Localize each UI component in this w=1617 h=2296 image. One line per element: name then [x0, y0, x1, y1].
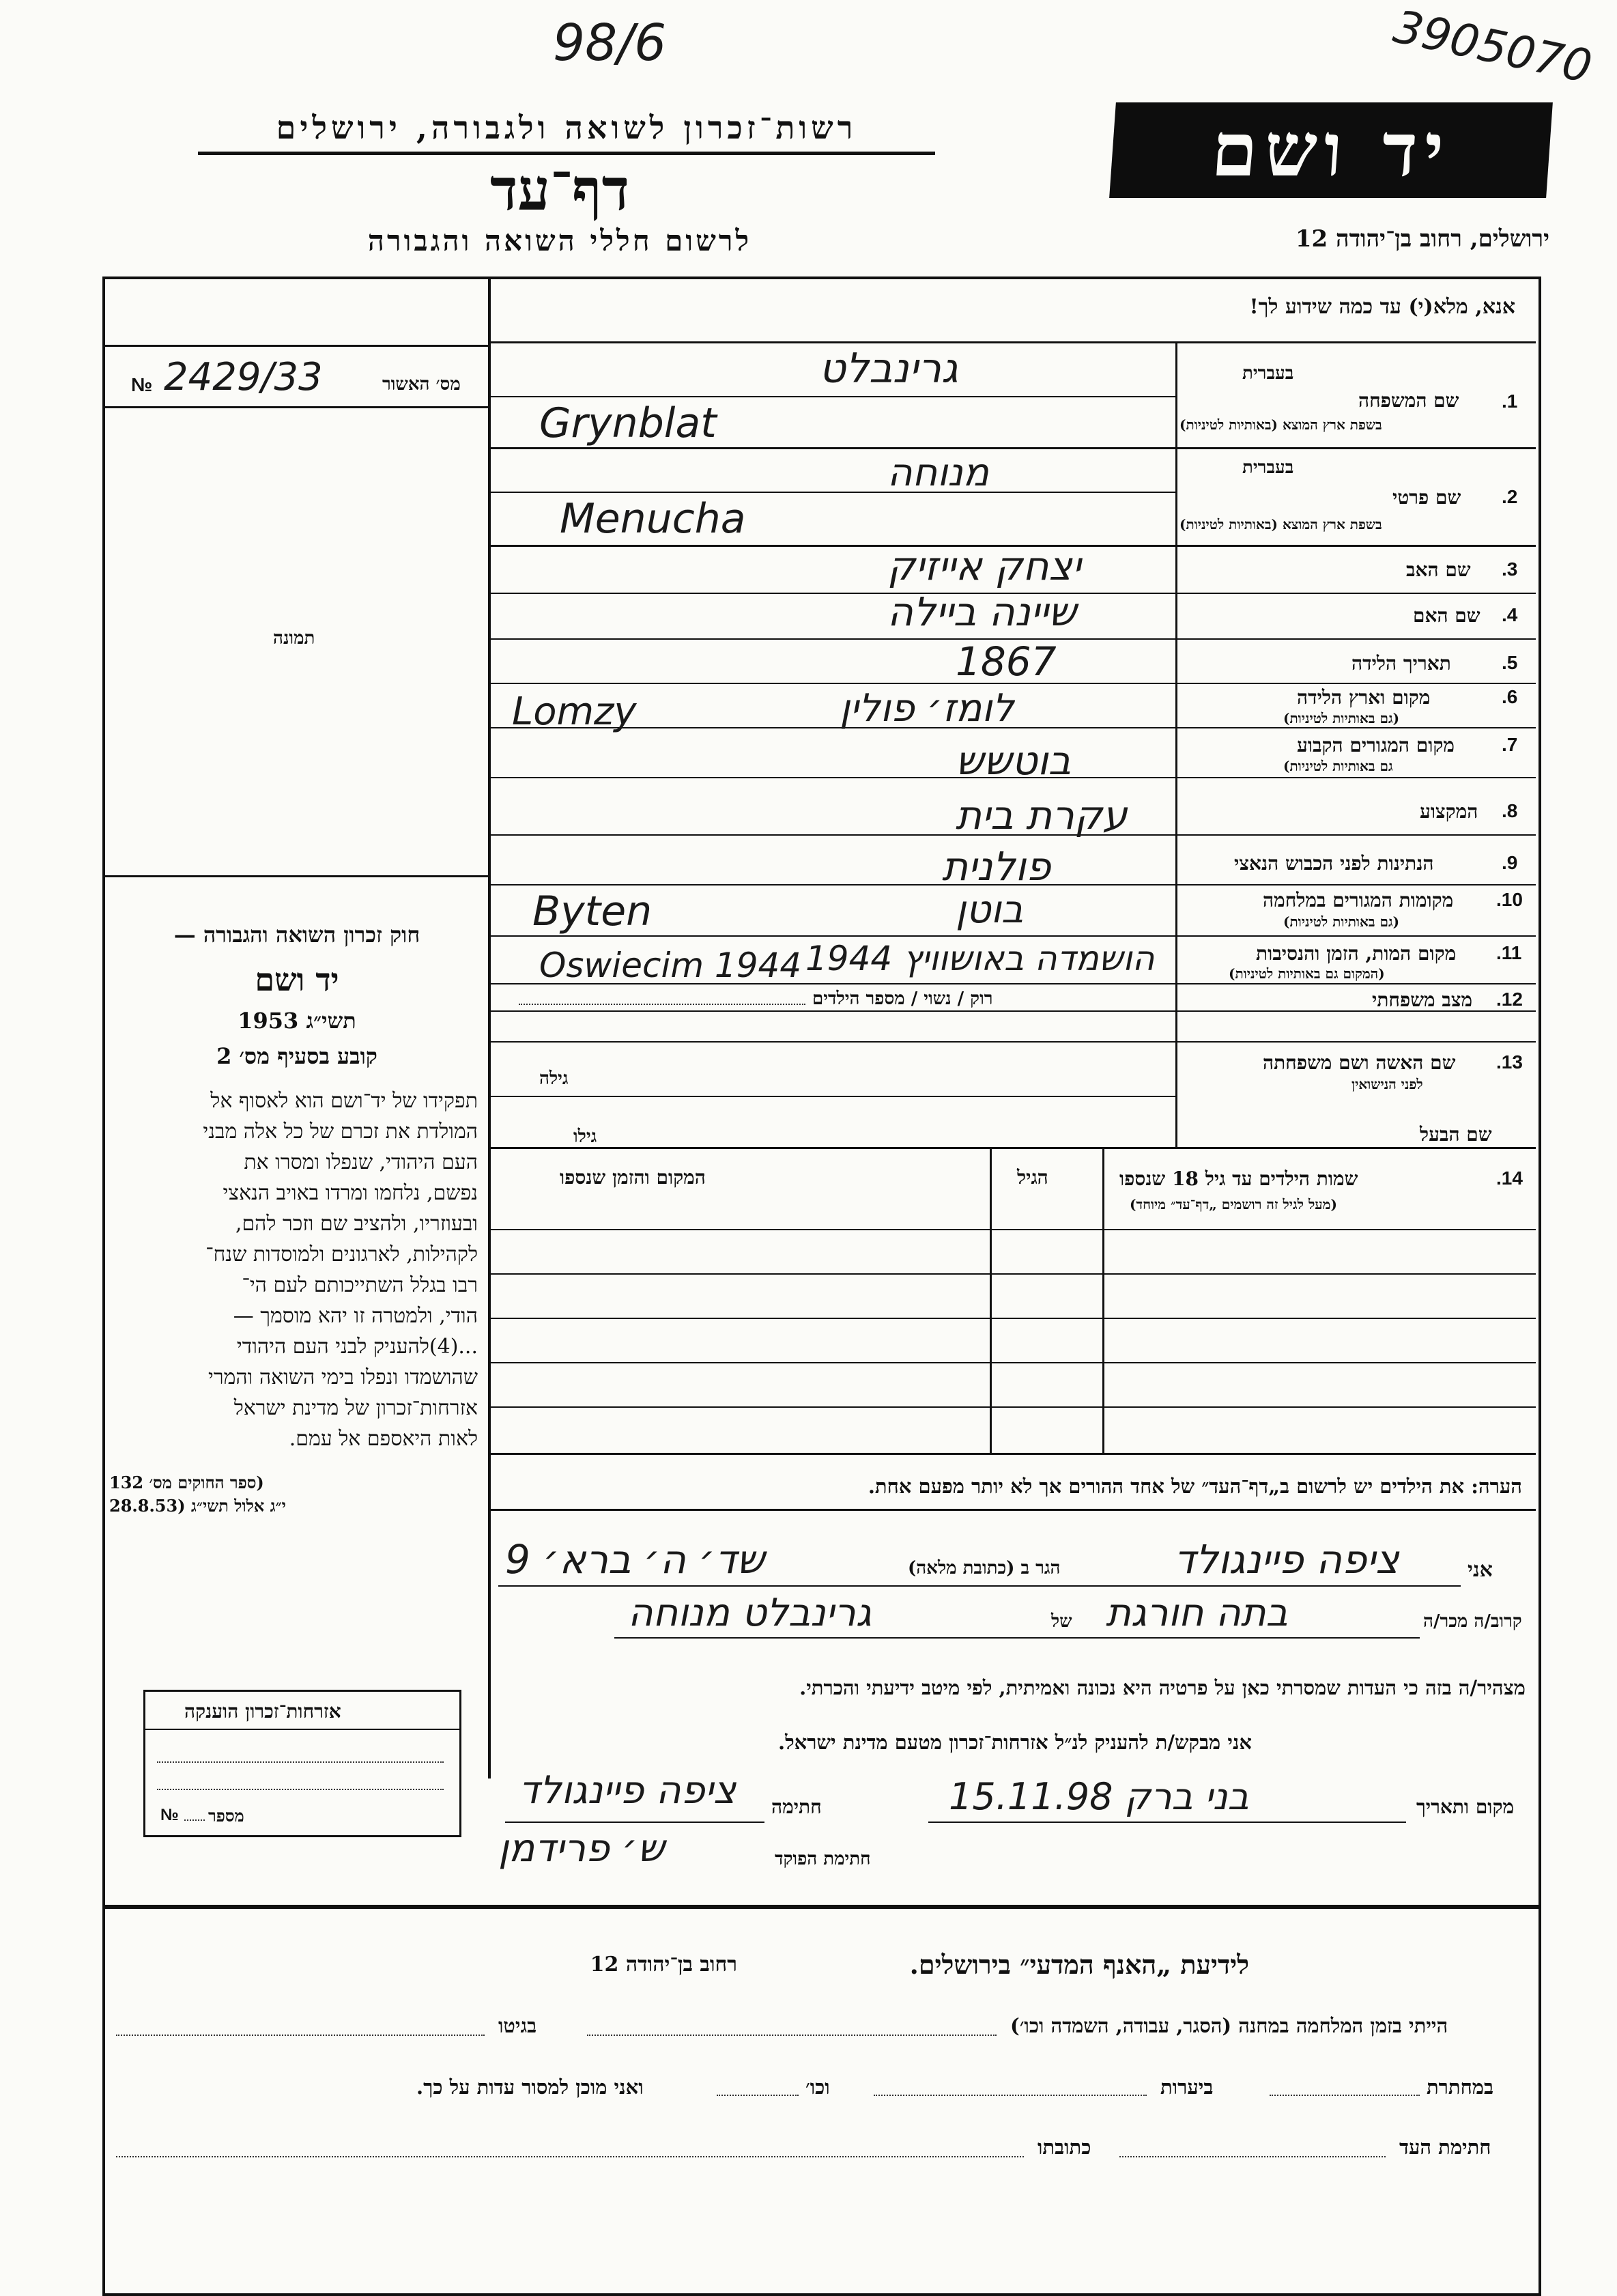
- field-3-number: 3.: [1502, 558, 1518, 580]
- footer-line2-d: ואני מוכן למסור עדות על כך.: [416, 2075, 644, 2099]
- signature-label: חתימה: [771, 1796, 822, 1818]
- field-4-value: שיינה ביילה: [887, 589, 1076, 635]
- photo-label: תמונה: [273, 628, 315, 649]
- field-7-note: גם באותיות לטיניות): [1283, 758, 1393, 774]
- relation-label: קרוב/ה מכר/ה: [1423, 1611, 1522, 1632]
- certificate-label: מס׳ האשור: [382, 374, 461, 395]
- certificate-value: 2429/33: [164, 355, 323, 399]
- footer-title: לידיעת „האנף המדעי״ בירושלים.: [909, 1949, 1249, 1980]
- row-rule: [488, 935, 1536, 937]
- row-rule: [488, 1041, 1536, 1043]
- place-date-line: [928, 1822, 1406, 1823]
- children-row-rule: [488, 1453, 1536, 1455]
- children-row-rule: [488, 1318, 1536, 1319]
- children-col-age: הגיל: [1017, 1166, 1048, 1189]
- law-line: ...(4)להעניק לבני העם היהודי: [236, 1335, 478, 1359]
- field-10-value-latin: Byten: [532, 888, 653, 935]
- footer-line1-dots: [587, 2035, 997, 2037]
- field-9-number: 9.: [1502, 852, 1518, 873]
- footer-line1-b: בגיטו: [498, 2014, 537, 2037]
- field-2-number: 2.: [1502, 486, 1518, 507]
- field-11-value-he: הושמדה באושוויץ 1944: [805, 939, 1155, 978]
- field-5-number: 5.: [1502, 652, 1518, 673]
- signature-line: [505, 1822, 764, 1823]
- children-note: (מעל לגיל זה רושמים „דף־עד״ מיוחד): [1130, 1196, 1337, 1213]
- intro-rule: [488, 341, 1536, 343]
- field-10-value-he: בוטן: [956, 888, 1024, 932]
- field-10-label: מקומות המגורים במלחמה: [1263, 889, 1454, 911]
- field-5-value: 1867: [956, 638, 1057, 685]
- footer-line2-dots: [1270, 2095, 1420, 2097]
- field-11-value-latin: Oswiecim 1944: [539, 946, 802, 985]
- citizenship-dotted-1: [157, 1761, 444, 1763]
- relation-value: בתה חורגת: [1106, 1591, 1288, 1635]
- row-rule: [488, 447, 1536, 449]
- photo-bottom-rule: [102, 875, 490, 877]
- field-6-number: 6.: [1502, 686, 1518, 707]
- intro-text: אנא, מלא(י) עד כמה שידוע לך!: [1249, 295, 1515, 319]
- officer-value: ש׳ פרידמן: [498, 1826, 665, 1871]
- field-13-label: שם האשה ושם משפחתה: [1263, 1051, 1456, 1074]
- footer-line2-dots-2: [874, 2095, 1147, 2097]
- page-number: 3905070: [1389, 0, 1597, 94]
- field-7-value: בוטשש: [956, 737, 1072, 784]
- children-title: שמות הילדים עד גיל 18 שנספו: [1119, 1167, 1358, 1190]
- i-label: אני: [1468, 1558, 1493, 1582]
- citizenship-title-rule: [145, 1729, 459, 1730]
- field-1-value-latin: Grynblat: [539, 399, 717, 447]
- field-1-value-he: גרינבלט: [819, 345, 958, 393]
- archive-mark: 98/6: [553, 14, 667, 72]
- children-row-rule: [488, 1273, 1536, 1275]
- field-6-note: (גם באותיות לטיניות): [1283, 710, 1400, 726]
- children-col-place: המקום והזמן שנספו: [560, 1166, 706, 1189]
- law-line: לאות היאספם אל עמם.: [289, 1427, 478, 1451]
- signature-value: ציפה פיינגולד: [519, 1768, 736, 1813]
- footer-line3-b: כתובתו: [1038, 2136, 1091, 2159]
- law-text: [109, 1086, 478, 1454]
- children-row-rule: [488, 1229, 1536, 1230]
- law-line: לקהילות, לארגונים ולמוסדות שנח־: [205, 1243, 478, 1266]
- field-4-number: 4.: [1502, 604, 1518, 625]
- of-label: של: [1051, 1611, 1072, 1632]
- citizenship-number-label: מספר: [208, 1806, 244, 1826]
- field-9-value: פולנית: [942, 843, 1051, 890]
- law-line: נפשם, נלחמו ומרדו באויב הנאצי: [223, 1181, 478, 1205]
- field-1-note: בשפת ארץ המוצא (באותיות לטיניות): [1179, 416, 1382, 433]
- footer-line1-dots-2: [116, 2035, 485, 2037]
- field-13-note: לפני הנישואין: [1351, 1076, 1423, 1092]
- field-8-value: עקרת בית: [956, 792, 1128, 838]
- yad-vashem-logo: [1109, 102, 1553, 198]
- law-line: שהושמדו ונפלו בימי השואה והמרי: [208, 1365, 478, 1389]
- footer-address: רחוב בן־יהודה 12: [590, 1953, 737, 1976]
- left-panel-divider: [488, 277, 491, 1778]
- children-row-rule: [488, 1362, 1536, 1363]
- place-date-label: מקום ותאריך: [1416, 1796, 1515, 1818]
- field-5-label: תאריך הלידה: [1351, 652, 1451, 675]
- cert-bottom-rule: [102, 406, 490, 408]
- label-column-divider: [1175, 341, 1177, 1147]
- place-date-value: בני ברק 15.11.98: [949, 1775, 1249, 1818]
- field-8-label: המקצוע: [1420, 800, 1478, 823]
- wife-age-label: גילה: [539, 1068, 569, 1089]
- field-10-number: 10.: [1496, 889, 1523, 910]
- field-6-label: מקום וארץ הלידה: [1297, 686, 1431, 709]
- husband-age-label: גילו: [573, 1126, 597, 1147]
- header-rule: [198, 152, 935, 155]
- citizenship-number-dots: [184, 1819, 205, 1822]
- law-year: תשי״ג 1953: [238, 1008, 356, 1034]
- field-10-note: (גם באותיות לטיניות): [1283, 913, 1400, 930]
- footer-line3-dots: [1119, 2156, 1386, 2158]
- footer-line2-b: ביערות: [1160, 2075, 1214, 2099]
- field-2-label: שם פרטי: [1392, 486, 1461, 509]
- resides-label: הגר ב (כתובת מלאה): [908, 1558, 1061, 1578]
- children-count-dots: [519, 1004, 805, 1006]
- field-2-note: בשפת ארץ המוצא (באותיות לטיניות): [1179, 516, 1382, 533]
- law-line: הודי, ולמטרה זו יהא מוסמך —: [233, 1304, 478, 1328]
- witness-line: [498, 1585, 1461, 1587]
- form-subtitle: לרשום חללי השואה והגבורה: [367, 224, 752, 257]
- law-title: חוק זכרון השואה והגבורה —: [173, 922, 420, 948]
- husband-label: שם הבעל: [1420, 1123, 1492, 1146]
- field-11-note: (המקום גם באותיות לטיניות): [1229, 965, 1385, 982]
- remark: הערה: את הילדים יש לרשום ב„דף־העד״ של אחד ההורים אך לא יותר מפעם אחת.: [868, 1475, 1522, 1498]
- law-line: ובעוזריו, ולהציב שם וזכר להם,: [235, 1212, 478, 1236]
- field-1-label: שם המשפחה: [1358, 389, 1459, 412]
- of-value: גרינבלט מנוחה: [628, 1591, 872, 1635]
- row-rule: [488, 492, 1176, 493]
- field-7-label: מקום המגורים הקבוע: [1297, 734, 1455, 756]
- field-12-label: מצב משפחתי: [1372, 989, 1473, 1011]
- footer-line2-a: במחתרת: [1427, 2075, 1493, 2099]
- officer-label: חתימת הפוקד: [775, 1849, 871, 1869]
- law-line: תפקידו של יד־ושם הוא לאסוף אל: [210, 1089, 478, 1113]
- field-4-label: שם האם: [1413, 604, 1480, 627]
- field-2-tag: בעברית: [1242, 457, 1294, 478]
- field-7-number: 7.: [1502, 734, 1518, 755]
- field-1-tag: בעברית: [1242, 363, 1294, 384]
- children-row-rule: [488, 1406, 1536, 1408]
- law-line: אזרחות־זכרון של מדינת ישראל: [233, 1396, 478, 1420]
- law-source-1: (ספר החוקים מס׳ 132: [109, 1473, 264, 1492]
- law-block: [123, 922, 471, 1069]
- cert-top-rule: [102, 345, 490, 347]
- field-6-value-he: לומז׳ פולין: [840, 686, 1014, 731]
- field-2-value-he: מנוחה: [887, 451, 989, 495]
- certificate-no-mark: №: [131, 374, 153, 395]
- field-13-number: 13.: [1496, 1051, 1523, 1073]
- statement: מצהיר/ה בזה כי העדות שמסרתי כאן על פרטיה היא נכונה ואמיתית, לפי מיטב ידיעתי והכרתי.: [799, 1676, 1526, 1699]
- law-source-2: י״ג אלול תשי״ג (28.8.53: [109, 1496, 286, 1516]
- field-3-value: יצחק אייזיק: [887, 543, 1081, 589]
- witness-address: שד׳ ה׳ ברא׳ 9: [505, 1536, 765, 1583]
- field-11-number: 11.: [1496, 942, 1522, 963]
- field-2-value-latin: Menucha: [560, 495, 746, 543]
- form-title: דף־עד: [489, 156, 629, 223]
- row-rule: [488, 396, 1176, 397]
- address: ירושלים, רחוב בן־יהודה 12: [1295, 225, 1549, 253]
- citizenship-dotted-2: [157, 1789, 444, 1791]
- logo-text: יד ושם: [1208, 107, 1454, 193]
- field-9-label: הנתינות לפני הכבוש הנאצי: [1234, 852, 1434, 875]
- citizenship-number-mark: №: [160, 1806, 179, 1824]
- footer-line3-a: חתימת העד: [1399, 2136, 1491, 2159]
- footer-line2-c: וכו׳: [805, 2075, 830, 2099]
- footer-separator: [102, 1905, 1539, 1909]
- row-rule: [488, 1096, 1176, 1097]
- law-name: יד ושם: [255, 961, 339, 998]
- field-11-label: מקום המות, הזמן והנסיבות: [1256, 942, 1457, 965]
- field-8-number: 8.: [1502, 800, 1518, 821]
- witness-name: ציפה פיינגולד: [1174, 1536, 1399, 1583]
- field-3-label: שם האב: [1406, 558, 1471, 581]
- relation-line: [614, 1637, 1420, 1639]
- law-line: המולדת את זכרם של כל אלה מבני: [203, 1120, 478, 1144]
- request: אני מבקש/ת להעניק לנ״ל אזרחות־זכרון מטעם מדינת ישראל.: [778, 1731, 1252, 1754]
- field-6-value-latin: Lomzy: [512, 690, 637, 734]
- law-line: רבו בגלל השתייכותם לעם הי־: [242, 1273, 478, 1297]
- law-source: [109, 1471, 464, 1518]
- row-rule: [488, 1147, 1536, 1149]
- law-clause: קובע בסעיף מס׳ 2: [216, 1043, 377, 1069]
- institution-name: רשות־זכרון לשואה ולגבורה, ירושלים: [276, 109, 857, 146]
- field-14-number: 14.: [1496, 1167, 1523, 1189]
- footer-line1-a: הייתי בזמן המלחמה במחנה (הסגר, עבודה, השמדה וכו׳): [1010, 2014, 1448, 2037]
- field-1-number: 1.: [1502, 391, 1518, 412]
- footer-line2-dots-3: [717, 2095, 799, 2097]
- field-12-number: 12.: [1496, 989, 1523, 1010]
- declaration-rule: [488, 1509, 1536, 1511]
- law-line: העם היהודי, שנפלו ומסרו את: [244, 1150, 478, 1174]
- field-12-options: רוק / נשוי / מספר הילדים: [812, 989, 993, 1009]
- citizenship-box-title: אזרחות־זכרון הוענקה: [184, 1700, 341, 1723]
- footer-line3-dots-2: [116, 2156, 1024, 2158]
